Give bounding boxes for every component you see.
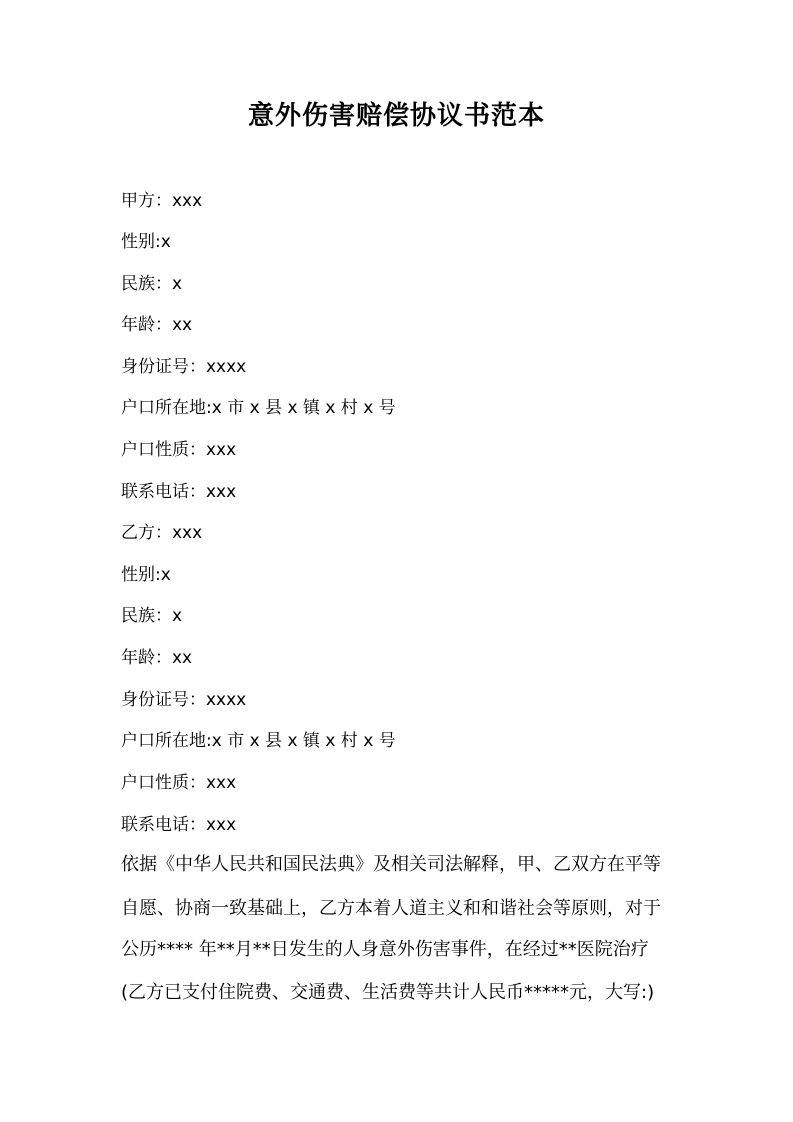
party-a-name: 甲方：xxx [121,191,203,211]
body-line: 公历**** 年**月**日发生的人身意外伤害事件，在经过**医院治疗 [121,939,649,960]
party-a-ethnicity: 民族：x [121,274,183,294]
document-title: 意外伤害赔偿协议书范本 [247,101,545,131]
party-b-address: 户口所在地:x 市 x 县 x 镇 x 村 x 号 [121,731,396,751]
party-b-phone: 联系电话：xxx [121,815,237,835]
party-b-name: 乙方：xxx [121,523,203,543]
party-b-id-number: 身份证号：xxxx [121,690,247,710]
body-line: 依据《中华人民共和国民法典》及相关司法解释，甲、乙双方在平等 [121,854,661,875]
body-line: (乙方已支付住院费、交通费、生活费等共计人民币*****元，大写:) [121,982,655,1003]
party-a-gender: 性别:x [121,232,171,252]
party-b-gender: 性别:x [121,565,171,585]
party-a-household-type: 户口性质：xxx [121,440,237,460]
party-b-household-type: 户口性质：xxx [121,773,237,793]
body-line: 自愿、协商一致基础上，乙方本着人道主义和和谐社会等原则，对于 [121,898,661,919]
party-a-age: 年龄：xx [121,315,193,335]
party-b-age: 年龄：xx [121,648,193,668]
party-a-address: 户口所在地:x 市 x 县 x 镇 x 村 x 号 [121,398,396,418]
party-a-id-number: 身份证号：xxxx [121,357,247,377]
party-b-ethnicity: 民族：x [121,606,183,626]
party-a-phone: 联系电话：xxx [121,482,237,502]
